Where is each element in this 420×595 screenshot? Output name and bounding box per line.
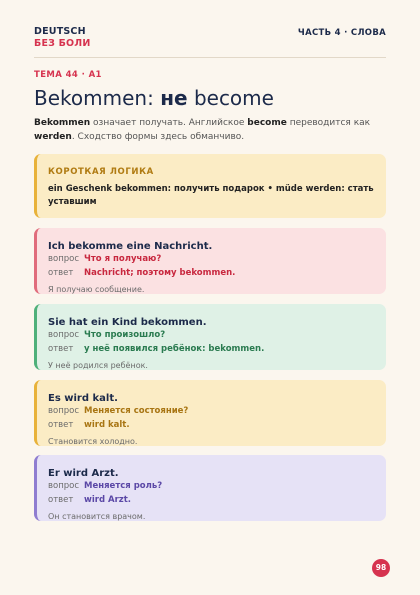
answer-text: wird kalt.: [84, 420, 130, 430]
question-row: [48, 405, 376, 418]
page-title: [34, 86, 274, 110]
answer-label: ответ: [48, 420, 74, 430]
question-label: вопрос: [48, 254, 80, 264]
logic-card: [34, 154, 386, 218]
intro-text-3: . Сходство формы здесь обманчиво.: [71, 132, 245, 142]
example-sentence: Ich bekomme eine Nachricht.: [48, 241, 213, 252]
logic-heading: КОРОТКАЯ ЛОГИКА: [48, 167, 154, 177]
question-row: [48, 480, 376, 493]
page-number-badge: 98: [372, 559, 390, 577]
answer-label: ответ: [48, 268, 74, 278]
question-row: [48, 329, 376, 342]
translation: Становится холодно.: [48, 437, 138, 446]
intro-word-werden: werden: [34, 132, 72, 142]
answer-row: [48, 343, 376, 356]
question-row: [48, 253, 376, 266]
question-label: вопрос: [48, 330, 80, 340]
question-text: Меняется состояние?: [84, 406, 189, 416]
answer-row: [48, 494, 376, 507]
brand-line-1: DEUTSCH: [34, 26, 86, 37]
example-sentence: Er wird Arzt.: [48, 468, 119, 479]
translation: Я получаю сообщение.: [48, 285, 145, 294]
question-label: вопрос: [48, 481, 80, 491]
title-word: Bekommen:: [34, 86, 154, 110]
header-divider: [34, 57, 386, 58]
brand-line-2: БЕЗ БОЛИ: [34, 38, 91, 49]
answer-label: ответ: [48, 344, 74, 354]
question-label: вопрос: [48, 406, 80, 416]
intro-paragraph: [34, 116, 384, 144]
intro-text-2: переводится как: [286, 118, 371, 128]
translation: Он становится врачом.: [48, 512, 146, 521]
part-label: ЧАСТЬ 4 · СЛОВА: [297, 28, 386, 38]
example-card-3: [34, 380, 386, 446]
answer-text: Nachricht; поэтому bekommen.: [84, 268, 236, 278]
example-card-1: [34, 228, 386, 294]
logic-text: ein Geschenk bekommen: получить подарок • müde werden: стать уставшим: [48, 184, 374, 207]
answer-text: у неё появился ребёнок: bekommen.: [84, 344, 265, 354]
topic-label: ТЕМА 44 · A1: [34, 70, 102, 80]
answer-label: ответ: [48, 495, 74, 505]
answer-row: [48, 419, 376, 432]
example-sentence: Sie hat ein Kind bekommen.: [48, 317, 207, 328]
example-card-4: [34, 455, 386, 521]
example-sentence: Es wird kalt.: [48, 393, 118, 404]
example-card-2: [34, 304, 386, 370]
title-false-friend: become: [193, 86, 274, 110]
question-text: Что произошло?: [84, 330, 166, 340]
answer-row: [48, 267, 376, 280]
answer-text: wird Arzt.: [84, 495, 132, 505]
title-negation: не: [160, 86, 188, 110]
question-text: Что я получаю?: [84, 254, 162, 264]
question-text: Меняется роль?: [84, 481, 163, 491]
brand-logo: [34, 26, 91, 50]
intro-word-bekommen: Bekommen: [34, 118, 91, 128]
intro-word-become: become: [247, 118, 287, 128]
translation: У неё родился ребёнок.: [48, 361, 148, 370]
intro-text-1: означает получать. Английское: [90, 118, 248, 128]
